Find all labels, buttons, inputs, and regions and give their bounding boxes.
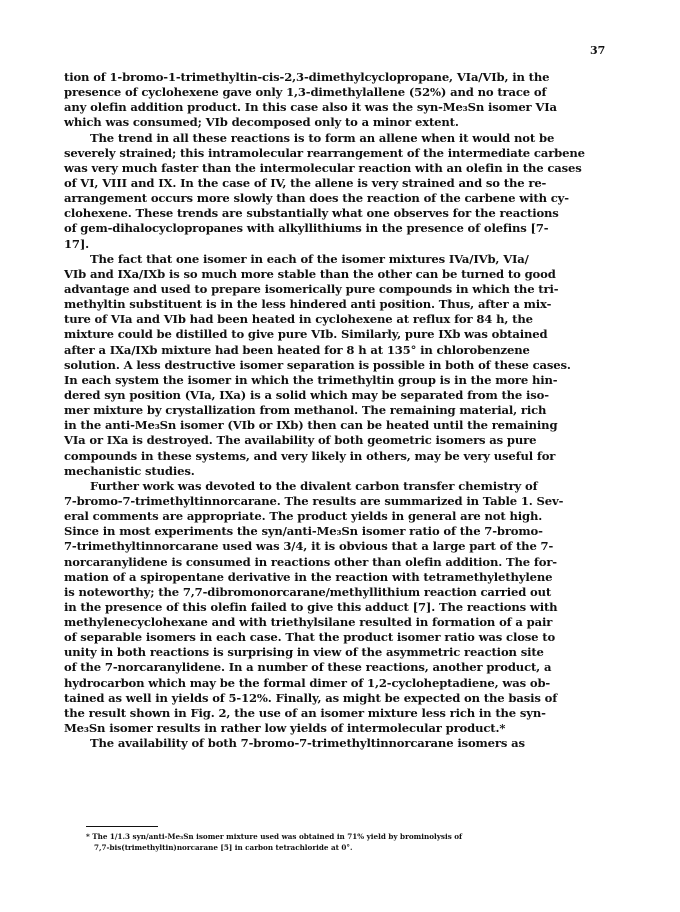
text-line: severely strained; this intramolecular rearrangement of the intermediate carbene <box>64 145 585 160</box>
text-line: VIa or IXa is destroyed. The availability of both geometric isomers as pure <box>64 433 537 448</box>
footnote-rule <box>86 826 158 827</box>
text-line: ture of VIa and VIb had been heated in cyclohexene at reflux for 84 h, the <box>64 312 533 327</box>
text-line: norcaranylidene is consumed in reactions other than olefin addition. The for- <box>64 554 557 569</box>
body-text <box>64 70 616 751</box>
text-line: tained as well in yields of 5-12%. Finally, as might be expected on the basis of <box>64 690 558 705</box>
paragraph-start-line: The trend in all these reactions is to form an allene when it would not be <box>90 130 555 145</box>
text-line: presence of cyclohexene gave only 1,3-dimethylallene (52%) and no trace of <box>64 85 547 100</box>
text-line: 17]. <box>64 236 90 251</box>
text-line: 7-trimethyltinnorcarane used was 3/4, it is obvious that a large part of the 7- <box>64 539 554 554</box>
paragraph-start-line: The availability of both 7-bromo-7-trimethyltinnorcarane isomers as <box>90 736 525 751</box>
text-line: of separable isomers in each case. That the product isomer ratio was close to <box>64 630 556 645</box>
footnote-line: 7,7-bis(trimethyltin)norcarane [5] in carbon tetrachloride at 0°. <box>94 843 353 852</box>
text-line: tion of 1-bromo-1-trimethyltin-cis-2,3-dimethylcyclopropane, VIa/VIb, in the <box>64 70 550 84</box>
text-line: eral comments are appropriate. The product yields in general are not high. <box>64 509 543 524</box>
text-line: in the presence of this olefin failed to give this adduct [7]. The reactions with <box>64 599 558 614</box>
text-line: any olefin addition product. In this case also it was the syn-Me₃Sn isomer VIa <box>64 100 557 115</box>
footnote <box>86 831 606 853</box>
text-line: of VI, VIII and IX. In the case of IV, the allene is very strained and so the re- <box>64 175 547 190</box>
paragraph-start-line: The fact that one isomer in each of the isomer mixtures IVa/IVb, VIa/ <box>90 251 529 266</box>
text-line: the result shown in Fig. 2, the use of an isomer mixture less rich in the syn- <box>64 705 546 720</box>
text-line: mixture could be distilled to give pure VIb. Similarly, pure IXb was obtained <box>64 327 548 342</box>
paragraph-start-line: Further work was devoted to the divalent carbon transfer chemistry of <box>90 478 538 493</box>
text-line: in the anti-Me₃Sn isomer (VIb or IXb) then can be heated until the remaining <box>64 418 558 433</box>
text-line: dered syn position (VIa, IXa) is a solid which may be separated from the iso- <box>64 387 549 402</box>
text-line: methyltin substituent is in the less hindered anti position. Thus, after a mix- <box>64 297 552 312</box>
text-line: methylenecyclohexane and with triethylsilane resulted in formation of a pair <box>64 615 553 630</box>
text-line: clohexene. These trends are substantially what one observes for the reactions <box>64 206 559 221</box>
page-number: 37 <box>590 44 606 57</box>
text-line: mation of a spiropentane derivative in the reaction with tetramethylethylene <box>64 569 553 584</box>
text-line: of gem-dihalocyclopropanes with alkyllithiums in the presence of olefins [7- <box>64 221 549 236</box>
text-line: arrangement occurs more slowly than does the reaction of the carbene with cy- <box>64 191 569 206</box>
text-line: of the 7-norcaranylidene. In a number of these reactions, another product, a <box>64 660 552 675</box>
text-line: mechanistic studies. <box>64 463 195 478</box>
text-line: compounds in these systems, and very likely in others, may be very useful for <box>64 448 556 463</box>
text-line: is noteworthy; the 7,7-dibromonorcarane/methyllithium reaction carried out <box>64 584 552 599</box>
text-line: VIb and IXa/IXb is so much more stable than the other can be turned to good <box>64 266 556 281</box>
text-line: Since in most experiments the syn/anti-Me₃Sn isomer ratio of the 7-bromo- <box>64 524 543 539</box>
text-line: was very much faster than the intermolecular reaction with an olefin in the cases <box>64 160 582 175</box>
text-line: advantage and used to prepare isomerically pure compounds in which the tri- <box>64 281 559 296</box>
text-line: unity in both reactions is surprising in view of the asymmetric reaction site <box>64 645 544 660</box>
text-line: Me₃Sn isomer results in rather low yields of intermolecular product.* <box>64 721 506 736</box>
text-line: after a IXa/IXb mixture had been heated for 8 h at 135° in chlorobenzene <box>64 342 530 357</box>
text-line: solution. A less destructive isomer separation is possible in both of these cases. <box>64 357 571 372</box>
text-line: 7-bromo-7-trimethyltinnorcarane. The results are summarized in Table 1. Sev- <box>64 493 564 508</box>
text-line: which was consumed; VIb decomposed only to a minor extent. <box>64 115 459 130</box>
text-line: hydrocarbon which may be the formal dimer of 1,2-cycloheptadiene, was ob- <box>64 675 551 690</box>
text-line: mer mixture by crystallization from methanol. The remaining material, rich <box>64 403 547 418</box>
footnote-line: * The 1/1.3 syn/anti-Me₃Sn isomer mixture used was obtained in 71% yield by brominolysis of <box>86 832 463 841</box>
text-line: In each system the isomer in which the trimethyltin group is in the more hin- <box>64 372 558 387</box>
